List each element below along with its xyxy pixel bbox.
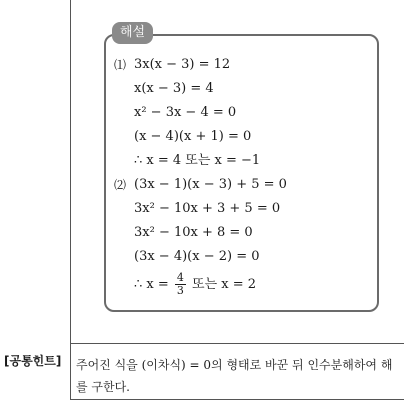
fraction-denominator: 3 — [176, 284, 184, 297]
part2-step-1: (3x − 1)(x − 3) + 5 = 0 — [134, 177, 287, 192]
answer-prefix: ∴ x = — [134, 277, 169, 292]
hint-label: [공통힌트] — [4, 354, 62, 368]
part1-step-4: (x − 4)(x + 1) = 0 — [134, 129, 252, 144]
part2-step-3: 3x² − 10x + 8 = 0 — [134, 225, 253, 240]
part2-label: ⑵ — [114, 178, 127, 192]
part2-answer — [134, 272, 256, 297]
answer-suffix: 또는 x = 2 — [192, 277, 257, 292]
part1-label: ⑴ — [114, 58, 127, 72]
part2-step-4: (3x − 4)(x − 2) = 0 — [134, 249, 260, 264]
part1-answer: ∴ x = 4 또는 x = −1 — [134, 153, 261, 168]
part1-step-1: 3x(x − 3) = 12 — [134, 57, 231, 72]
part1-step-2: x(x − 3) = 4 — [134, 81, 214, 96]
fraction-numerator: 4 — [176, 271, 184, 284]
part2-step-2: 3x² − 10x + 3 + 5 = 0 — [134, 201, 281, 216]
hint-text: 주어진 식을 (이차식) = 0의 형태로 바꾼 뒤 인수분해하여 해를 구한다. — [76, 358, 393, 394]
part1-step-3: x² − 3x − 4 = 0 — [134, 105, 237, 120]
answer-fraction — [175, 272, 186, 297]
solution-badge: 해설 — [112, 22, 153, 44]
